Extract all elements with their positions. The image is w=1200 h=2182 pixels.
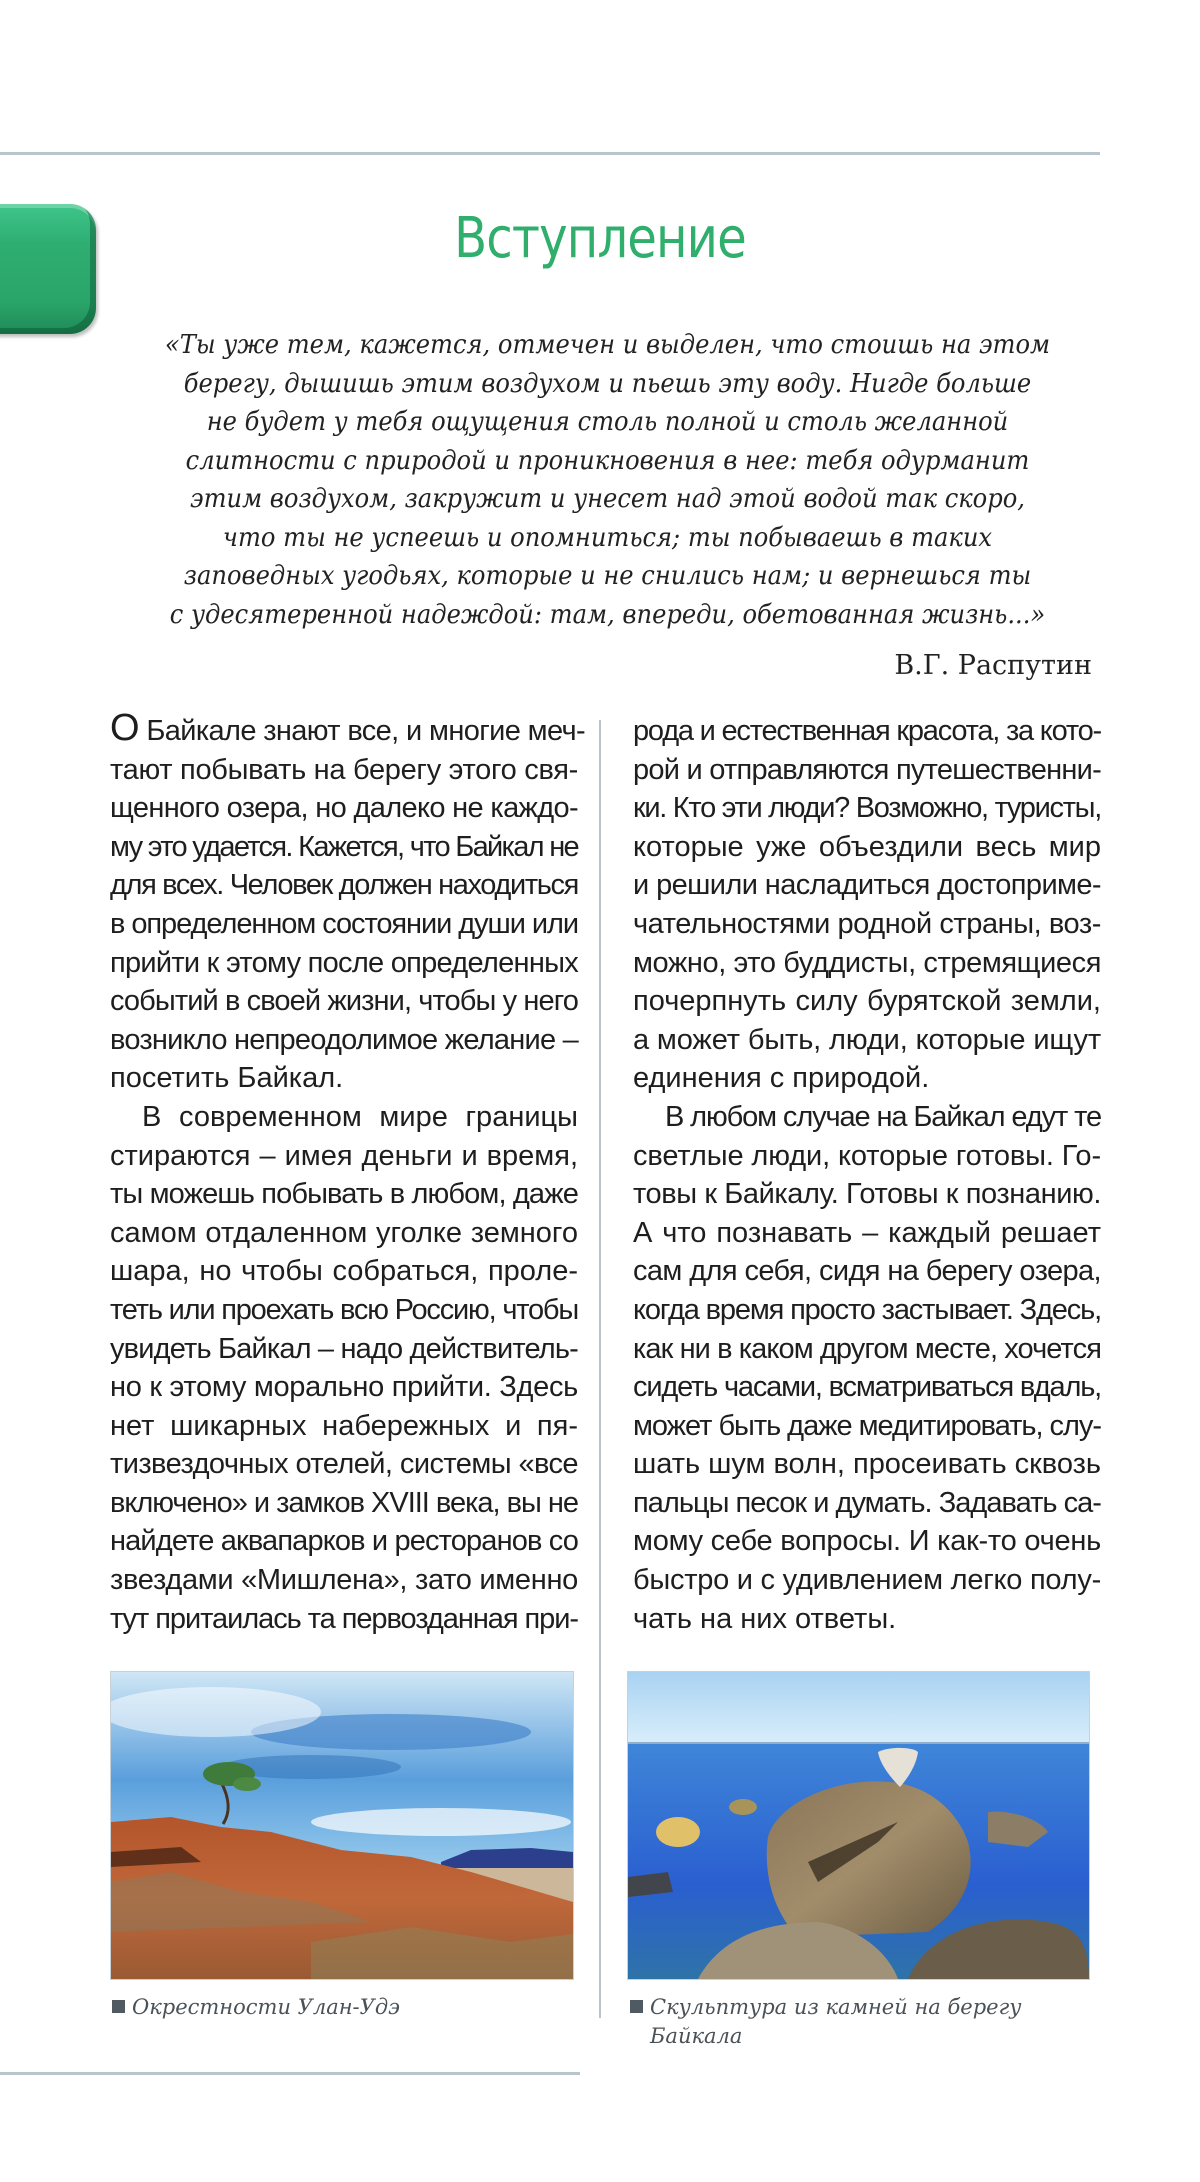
text-line: чать на них ответы. xyxy=(633,1602,897,1635)
text-line: найдете аквапарков и ресторанов со xyxy=(110,1525,579,1558)
epigraph-line: слитности с природой и проникновения в нее: тебя одурманит xyxy=(185,445,1030,476)
text-line-rest: Байкале знают все, и многие меч- xyxy=(138,715,586,747)
text-line: товы к Байкалу. Готовы к познанию. xyxy=(633,1178,1101,1211)
text-line: событий в своей жизни, чтобы у него xyxy=(110,985,578,1018)
epigraph-line: что ты не успеешь и опомниться; ты побываешь в таких xyxy=(222,522,993,553)
text-line: возникло непреодолимое желание – xyxy=(110,1023,578,1056)
text-line: единения с природой. xyxy=(633,1062,930,1095)
text-line: теть или проехать всю Россию, чтобы xyxy=(110,1293,578,1326)
text-line: мому себе вопросы. И как-то очень xyxy=(633,1525,1101,1558)
text-line: звездами «Мишлена», зато именно xyxy=(110,1564,578,1597)
text-line: и решили насладиться достоприме- xyxy=(633,869,1101,902)
text-line: для всех. Человек должен находиться xyxy=(110,869,578,902)
caption-bullet-square-icon xyxy=(112,2000,125,2013)
drop-cap: О xyxy=(110,707,139,749)
epigraph-line: «Ты уже тем, кажется, отмечен и выделен, что стоишь на этом xyxy=(164,330,1051,360)
text-line: увидеть Байкал – надо действитель- xyxy=(110,1332,578,1365)
text-line: В современном мире границы xyxy=(142,1100,578,1133)
text-line: в определенном состоянии души или xyxy=(110,907,578,940)
lake-image xyxy=(628,1672,1089,1979)
text-line: как ни в каком другом месте, хочется xyxy=(633,1332,1101,1365)
epigraph-line: берегу, дышишь этим воздухом и пьешь эту воду. Нигде больше xyxy=(183,368,1032,399)
text-line: сам для себя, сидя на берегу озера, xyxy=(633,1255,1102,1288)
text-line: тают побывать на берегу этого свя- xyxy=(110,753,578,786)
text-line: почерпнуть силу бурятской земли, xyxy=(633,985,1101,1018)
bottom-rule xyxy=(0,2072,580,2075)
text-line: тут притаилась та первозданная при- xyxy=(110,1602,579,1635)
page-title: Вступление xyxy=(454,206,746,271)
epigraph-line: не будет у тебя ощущения столь полной и столь желанной xyxy=(206,407,1009,437)
photo-stone-sculpture xyxy=(627,1671,1090,1980)
photo-caption-left xyxy=(112,1993,582,2022)
text-line: которые уже объездили весь мир xyxy=(633,830,1101,863)
text-column-left xyxy=(110,707,586,1638)
text-line: нет шикарных набережных и пя- xyxy=(110,1409,578,1442)
text-line: а может быть, люди, которые ищут xyxy=(633,1023,1101,1056)
text-line: ты можешь побывать в любом, даже xyxy=(110,1178,578,1211)
text-line: шара, но чтобы собраться, проле- xyxy=(110,1255,578,1288)
text-line xyxy=(110,707,586,751)
text-line: му это удается. Кажется, что Байкал не xyxy=(110,830,578,863)
epigraph-line: этим воздухом, закружит и унесет над этой водой так скоро, xyxy=(190,484,1025,514)
text-line: но к этому морально прийти. Здесь xyxy=(110,1371,578,1404)
caption-bullet-square-icon xyxy=(630,2000,643,2013)
epigraph-line: заповедных угодьях, которые и не снились нам; и вернешься ты xyxy=(183,561,1032,591)
photo-ulan-ude-outskirts xyxy=(110,1671,574,1980)
epigraph-author: В.Г. Распутин xyxy=(894,650,1092,681)
text-line: А что познавать – каждый решает xyxy=(633,1216,1101,1249)
column-divider xyxy=(599,720,601,2018)
text-line: рода и естественная красота, за кото- xyxy=(633,715,1101,747)
text-line: можно, это буддисты, стремящиеся xyxy=(633,946,1101,979)
text-line: включено» и замков XVIII века, вы не xyxy=(110,1486,578,1519)
epigraph-line: с удесятеренной надеждой: там, впереди, обетованная жизнь...» xyxy=(169,599,1046,630)
text-line: ки. Кто эти люди? Возможно, туристы, xyxy=(633,792,1101,825)
text-line: светлые люди, которые готовы. Го- xyxy=(633,1139,1101,1172)
text-line: быстро и с удивлением легко полу- xyxy=(633,1564,1101,1597)
text-line: щенного озера, но далеко не каждо- xyxy=(110,792,578,825)
chapter-tab-marker xyxy=(0,204,96,334)
text-column-right xyxy=(633,712,1101,1638)
text-line: прийти к этому после определенных xyxy=(110,946,578,979)
top-rule xyxy=(0,152,1100,155)
caption-text: Скульптура из камней на берегу xyxy=(650,1995,1022,2019)
epigraph xyxy=(120,326,1095,634)
text-line: тизвездочных отелей, системы «все xyxy=(110,1448,578,1481)
text-line: может быть даже медитировать, слу- xyxy=(633,1409,1101,1442)
text-line: сидеть часами, всматриваться вдаль, xyxy=(633,1371,1101,1404)
text-line: В любом случае на Байкал едут те xyxy=(665,1100,1101,1133)
text-line: пальцы песок и думать. Задавать са- xyxy=(633,1486,1101,1519)
text-line: стираются – имея деньги и время, xyxy=(110,1139,578,1172)
caption-text: Окрестности Улан-Удэ xyxy=(132,1995,400,2019)
text-line: рой и отправляются путешественни- xyxy=(633,753,1101,786)
text-line: самом отдаленном уголке земного xyxy=(110,1216,578,1249)
caption-text-continued: Байкала xyxy=(650,2024,743,2048)
text-line: посетить Байкал. xyxy=(110,1062,344,1095)
landscape-image xyxy=(111,1672,573,1979)
text-line: когда время просто застывает. Здесь, xyxy=(633,1293,1101,1326)
photo-caption-right xyxy=(630,1993,1100,2051)
text-line: чательностями родной страны, воз- xyxy=(633,907,1101,940)
text-line: шать шум волн, просеивать сквозь xyxy=(633,1448,1101,1481)
